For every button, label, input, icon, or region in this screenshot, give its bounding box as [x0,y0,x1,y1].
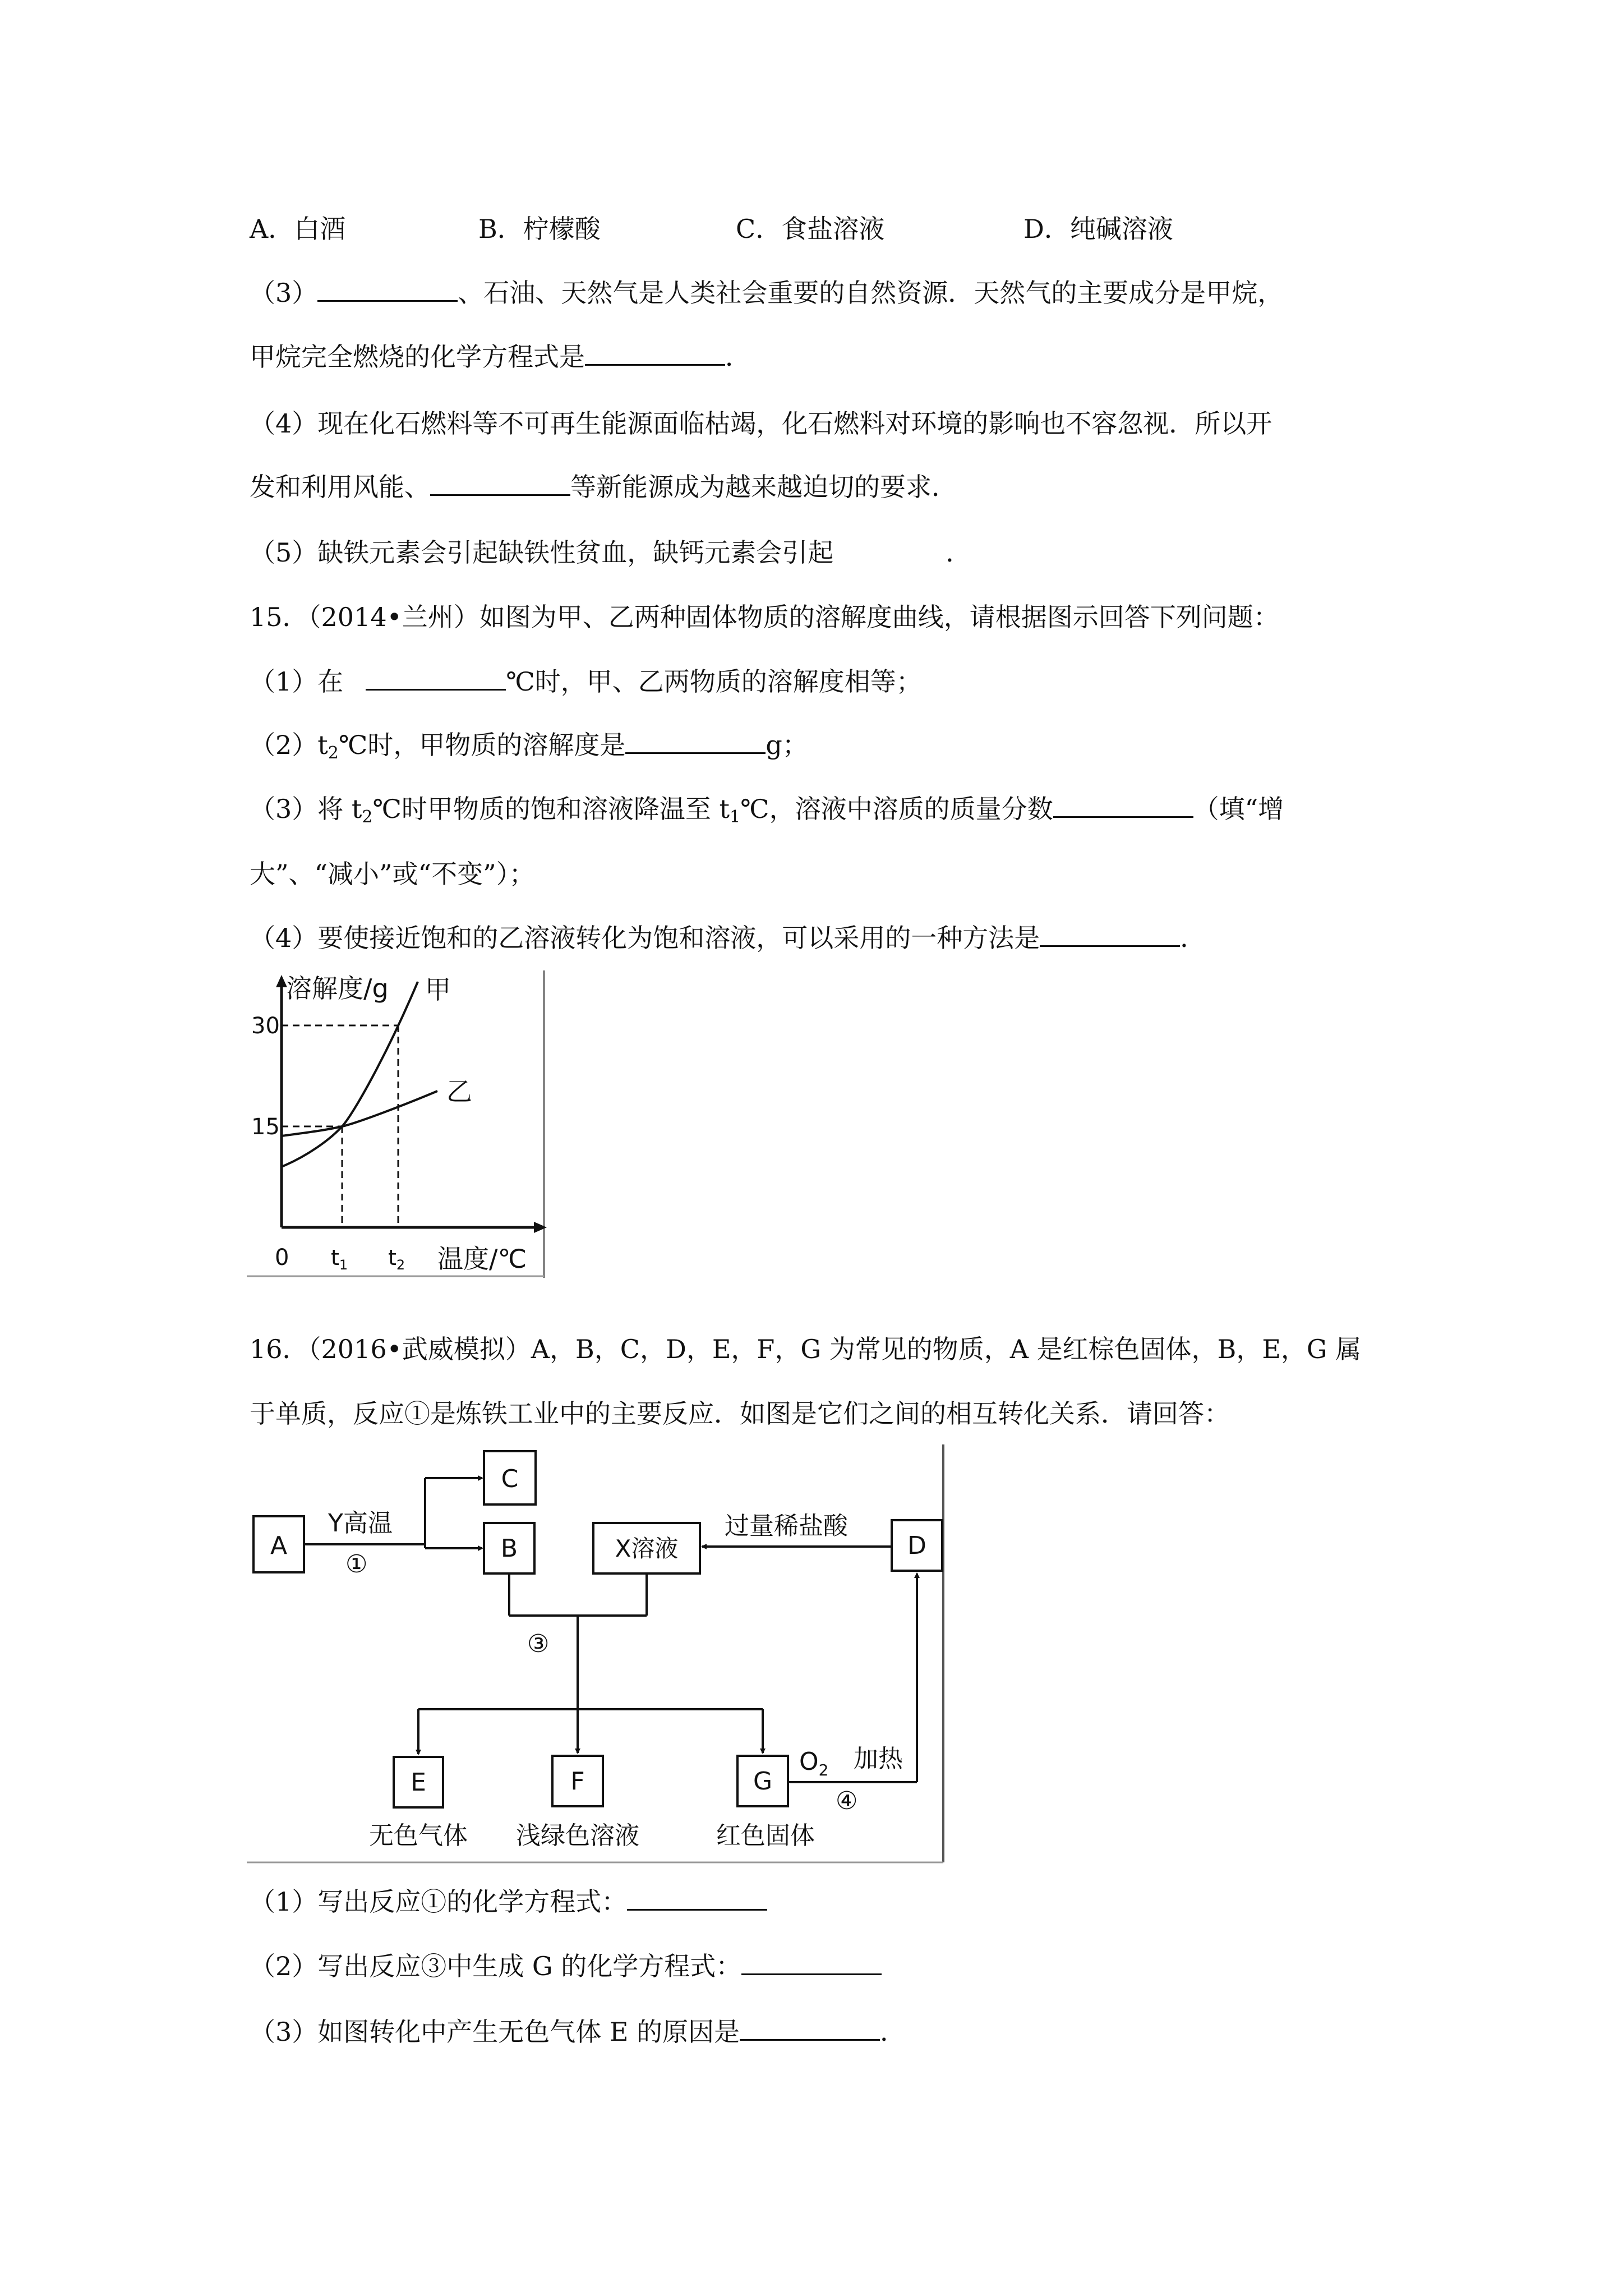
subscript: 2 [328,743,339,763]
q15-part2-a: （2）t [250,730,328,760]
q16-part3 [250,2015,906,2049]
q14-part4-line1 [250,407,1272,440]
box-g-label: G [753,1767,773,1796]
box-b-label: B [500,1534,518,1563]
q15-part2 [250,728,808,770]
answer-blank[interactable] [741,1951,882,1975]
solubility-chart [247,970,561,1279]
q15-part1-a: （1）在 [250,666,344,697]
option-d: D．纯碱溶液 [1023,214,1173,244]
q14-part5-end: ． [946,537,972,568]
condition-heat: 加热 [854,1745,903,1773]
box-x-label: X溶液 [615,1535,679,1562]
q15-part3-b: ℃时甲物质的饱和溶液降温至 t [372,794,730,824]
q14-part4-text2b: 等新能源成为越来越迫切的要求． [570,472,957,502]
answer-blank[interactable] [366,666,506,691]
q14-part4-line2 [250,470,957,504]
q14-options-row [250,212,1371,246]
q14-part5-text: （5）缺铁元素会引起缺铁性贫血，缺钙元素会引起 [250,537,834,568]
origin-label: 0 [275,1245,289,1271]
q14-part3-end: ． [725,342,751,372]
q15-part3-line2 [250,857,535,891]
q15-stem [250,600,1279,634]
answer-blank[interactable] [740,2017,880,2041]
q14-part4-text1: （4）现在化石燃料等不可再生能源面临枯竭，化石燃料对环境的影响也不容忽视．所以开 [250,408,1272,439]
subscript: 2 [362,807,373,827]
x-tick-t1: $t_1$ [331,1245,348,1273]
series-yi-curve [282,1091,437,1136]
subscript: 1 [730,807,741,827]
q15-part3-c: ℃，溶液中溶质的质量分数 [740,794,1053,824]
y-tick-15: 15 [251,1114,280,1140]
q15-part3-e: 大”、“减小”或“不变”）； [250,859,535,889]
x-axis-label: 温度/℃ [437,1244,527,1274]
answer-blank[interactable] [317,278,458,302]
answer-blank[interactable] [1053,794,1193,818]
q16-part3-end: ． [880,2017,906,2047]
q15-part3-d: （填“增 [1193,794,1284,824]
q16-stem-text1: 16．（2016•武威模拟）A，B，C，D，E，F，G 为常见的物质，A 是红棕色固体，B，E，G 属 [250,1334,1362,1364]
q15-part4 [250,921,1206,955]
condition-y-high-temp: Y高温 [328,1509,393,1538]
box-e-label: E [411,1768,426,1797]
reaction-3-label: ③ [527,1630,550,1658]
q16-stem-line1 [250,1332,1361,1366]
label-light-green-solution: 浅绿色溶液 [516,1821,639,1850]
answer-blank[interactable] [1040,923,1180,947]
box-f-label: F [570,1767,585,1796]
q16-part1 [250,1885,767,1918]
q14-part3-line1 [250,276,1283,310]
answer-blank[interactable] [625,730,766,754]
q15-part4-a: （4）要使接近饱和的乙溶液转化为饱和溶液，可以采用的一种方法是 [250,923,1040,953]
q16-part2-text: （2）写出反应③中生成 G 的化学方程式： [250,1951,742,1981]
q14-part3-text2: 甲烷完全燃烧的化学方程式是 [250,342,585,372]
y-tick-30: 30 [251,1013,280,1039]
reaction-4-label: ④ [836,1787,858,1815]
condition-excess-hcl: 过量稀盐酸 [725,1512,848,1540]
q15-part2-c: g； [766,730,808,760]
answer-blank[interactable] [585,342,725,366]
answer-blank[interactable] [430,472,570,496]
q16-part1-text: （1）写出反应①的化学方程式： [250,1887,628,1917]
y-axis-label: 溶解度/g [286,973,389,1004]
q15-part1-b: ℃时，甲、乙两物质的溶解度相等； [506,666,922,697]
q16-part3-text: （3）如图转化中产生无色气体 E 的原因是 [250,2017,740,2047]
option-a: A．白酒 [250,214,346,244]
q16-stem-text2: 于单质，反应①是炼铁工业中的主要反应．如图是它们之间的相互转化关系．请回答： [250,1398,1230,1429]
q15-part3-a: （3）将 t [250,794,362,824]
q14-part3-line2 [250,340,751,374]
series-jia-label: 甲 [425,974,451,1005]
box-c-label: C [501,1465,519,1493]
option-b: B．柠檬酸 [478,214,601,244]
answer-blank[interactable] [627,1887,767,1911]
q16-stem-line2 [250,1397,1230,1430]
q16-part2 [250,1949,882,1983]
q15-part1 [250,665,922,698]
box-a-label: A [270,1531,288,1560]
series-yi-label: 乙 [446,1076,472,1107]
q14-part5 [250,536,971,569]
y-axis-arrow [276,975,287,987]
q14-part4-text2a: 发和利用风能、 [250,472,430,502]
q15-stem-text: 15．（2014•兰州）如图为甲、乙两种固体物质的溶解度曲线，请根据图示回答下列问题： [250,602,1279,632]
q14-part3-text1: 、石油、天然气是人类社会重要的自然资源．天然气的主要成分是甲烷， [458,278,1284,308]
x-tick-t2: $t_2$ [388,1245,405,1273]
label-colorless-gas: 无色气体 [369,1821,468,1850]
box-d-label: D [907,1531,926,1560]
label-red-solid: 红色固体 [716,1821,815,1850]
q15-part2-b: ℃时，甲物质的溶解度是 [338,730,626,760]
q14-part3-prefix: （3） [250,278,318,308]
conversion-diagram [247,1444,953,1871]
option-c: C．食盐溶液 [736,214,885,244]
q15-part4-b: ． [1180,923,1206,953]
reaction-1-label: ① [345,1550,368,1579]
x-axis-arrow [534,1222,547,1233]
condition-o2: $O_2$ [799,1747,829,1779]
q15-part3-line1 [250,792,1284,834]
